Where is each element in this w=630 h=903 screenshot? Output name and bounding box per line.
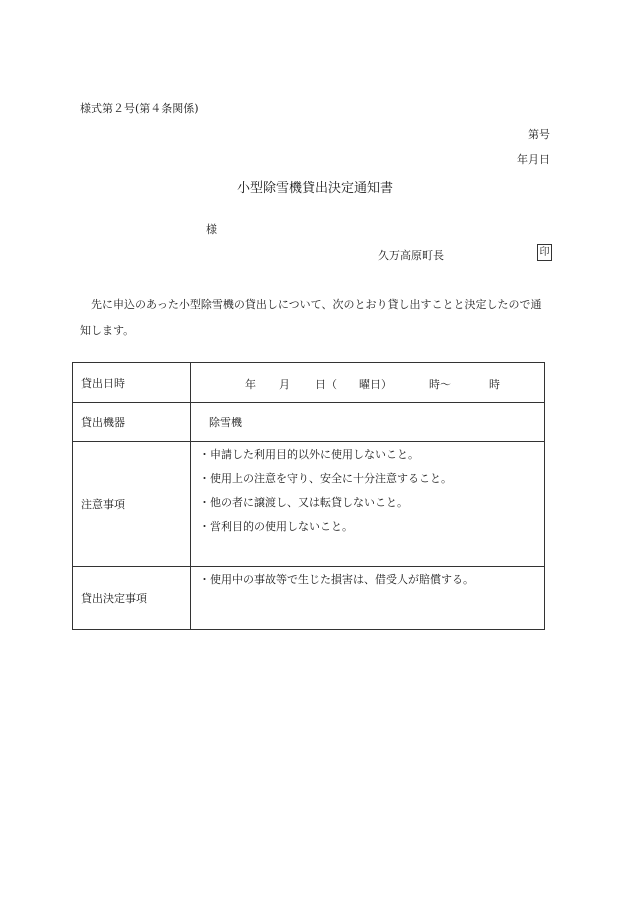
loan-datetime-cell [191,363,545,403]
datetime-day: 日（ [315,378,337,391]
issuer-name: 久万高原町長 [378,249,444,262]
datetime-weekday: 曜日） [359,378,392,391]
recipient-suffix: 様 [206,223,217,236]
datetime-time-to: 時 [489,378,500,391]
datetime-time-from: 時～ [429,378,451,391]
table-row-decision [73,567,545,630]
table-row-datetime [73,363,545,403]
decision-item: ・使用中の事故等で生じた損害は、借受人が賠償する。 [199,573,474,586]
note-item: ・他の者に譲渡し、又は転貸しないこと。 [199,496,408,509]
form-number: 様式第２号(第４条関係) [80,102,199,115]
body-text: 先に申込のあった小型除雪機の貸出しについて、次のとおり貸し出すことと決定したので通知します。 [80,298,542,337]
note-item: ・申請した利用目的以外に使用しないこと。 [199,448,419,461]
seal-mark: 印 [537,244,552,261]
label-decision-items: 貸出決定事項 [73,567,191,630]
label-loan-datetime: 貸出日時 [73,363,191,403]
decision-cell [191,567,545,630]
table-row-device [73,403,545,442]
note-item: ・営利目的の使用しないこと。 [199,520,353,533]
document-number-label: 第号 [528,128,550,141]
datetime-year: 年 [245,378,256,391]
label-notes: 注意事項 [73,442,191,567]
notes-cell [191,442,545,567]
datetime-month: 月 [279,378,290,391]
document-title: 小型除雪機貸出決定通知書 [236,181,393,196]
loan-device-value: 除雪機 [191,403,545,442]
label-loan-device: 貸出機器 [73,403,191,442]
note-item: ・使用上の注意を守り、安全に十分注意すること。 [199,472,452,485]
document-date-label: 年月日 [517,153,550,166]
loan-details-table [72,362,545,630]
table-row-notes [73,442,545,567]
